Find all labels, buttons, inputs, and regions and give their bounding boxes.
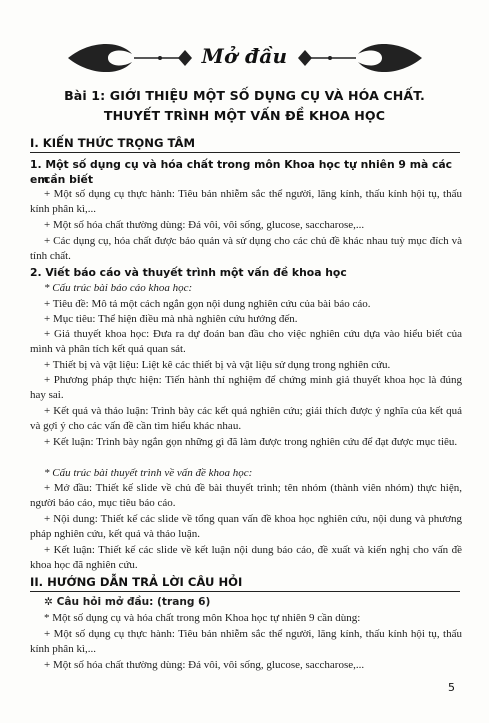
subsection-heading-2: 2. Viết báo cáo và thuyết trình một vấn đề khoa học <box>30 266 347 279</box>
paragraph: + Một số hóa chất thường dùng: Đá vôi, vôi sống, glucose, saccharose,... <box>44 219 365 231</box>
paragraph: + Thiết bị và vật liệu: Liệt kê các thiết bị và vật liệu sử dụng trong nghiên cứu. <box>44 359 391 371</box>
subsection-heading-1-line2: cần biết <box>44 173 94 186</box>
banner-title: Mở đầu <box>201 44 288 68</box>
paragraph: + Tiêu đề: Mô tả một cách ngắn gọn nội dung nghiên cứu của bài báo cáo. <box>44 298 371 310</box>
paragraph: * Một số dụng cụ và hóa chất trong môn Khoa học tự nhiên 9 cần dùng: <box>44 612 361 624</box>
lesson-title-line2: THUYẾT TRÌNH MỘT VẤN ĐỀ KHOA HỌC <box>103 108 386 123</box>
paragraph: + Nội dung: Thiết kế các slide về tổng quan vấn đề khoa học nghiên cứu, nội dung và phương pháp nghiên cứu, kết quả và thảo luận. <box>30 513 462 541</box>
section-heading-2: II. HƯỚNG DẪN TRẢ LỜI CÂU HỎI <box>30 575 243 589</box>
paragraph: + Kết quả và thảo luận: Trình bày các kết quả nghiên cứu; giải thích được ý nghĩa của kết quả và gợi ý cho các vấn đề cần tìm hiểu khác nhau. <box>30 405 462 433</box>
paragraph: + Mở đầu: Thiết kế slide về chủ đề bài thuyết trình; tên nhóm (thành viên nhóm) thực hiện, người báo cáo, mục tiêu báo cáo. <box>30 482 462 510</box>
paragraph: + Mục tiêu: Thể hiện điều mà nhà nghiên cứu hướng đến. <box>44 313 298 325</box>
paragraph: + Kết luận: Thiết kế các slide về kết luận nội dung báo cáo, đề xuất và kiến nghị cho vấn đề khoa học đã nghiên cứu. <box>30 544 462 572</box>
structure-label-presentation: * Cấu trúc bài thuyết trình về vấn đề khoa học: <box>44 467 253 479</box>
section-heading-1: I. KIẾN THỨC TRỌNG TÂM <box>30 136 196 150</box>
paragraph: + Phương pháp thực hiện: Tiến hành thí nghiệm để chứng minh giả thuyết khoa học là đúng hay sai. <box>30 374 462 402</box>
paragraph: + Một số dụng cụ thực hành: Tiêu bản nhiễm sắc thể người, lăng kính, thấu kính hội tụ, thấu kính phân kì,... <box>30 628 462 656</box>
paragraph: + Giả thuyết khoa học: Đưa ra dự đoán ban đầu cho việc nghiên cứu dựa vào hiểu biết của mình và phân tích kết quả quan sát. <box>30 328 462 356</box>
structure-label-report: * Cấu trúc bài báo cáo khoa học: <box>44 282 193 294</box>
paragraph: + Các dụng cụ, hóa chất được bảo quản và sử dụng cho các chủ đề khác nhau tuỳ mục đích và tính chất. <box>30 235 462 263</box>
section-divider-1 <box>30 152 460 153</box>
paragraph: + Một số hóa chất thường dùng: Đá vôi, vôi sống, glucose, saccharose,... <box>44 659 365 671</box>
lesson-title-line1: Bài 1: GIỚI THIỆU MỘT SỐ DỤNG CỤ VÀ HÓA CHẤT. <box>64 88 425 103</box>
subsection-heading-1-line1: 1. Một số dụng cụ và hóa chất trong môn Khoa học tự nhiên 9 mà các em <box>30 158 453 186</box>
paragraph: + Kết luận: Trình bày ngắn gọn những gì đã làm được trong nghiên cứu để đạt được mục tiêu. <box>44 436 458 448</box>
question-heading: ✲ Câu hỏi mở đầu: (trang 6) <box>44 596 211 608</box>
paragraph: + Một số dụng cụ thực hành: Tiêu bản nhiễm sắc thể người, lăng kính, thấu kính hội tụ, thấu kính phân kì,... <box>30 188 462 216</box>
section-divider-2 <box>30 591 460 592</box>
page-number: 5 <box>448 681 455 694</box>
